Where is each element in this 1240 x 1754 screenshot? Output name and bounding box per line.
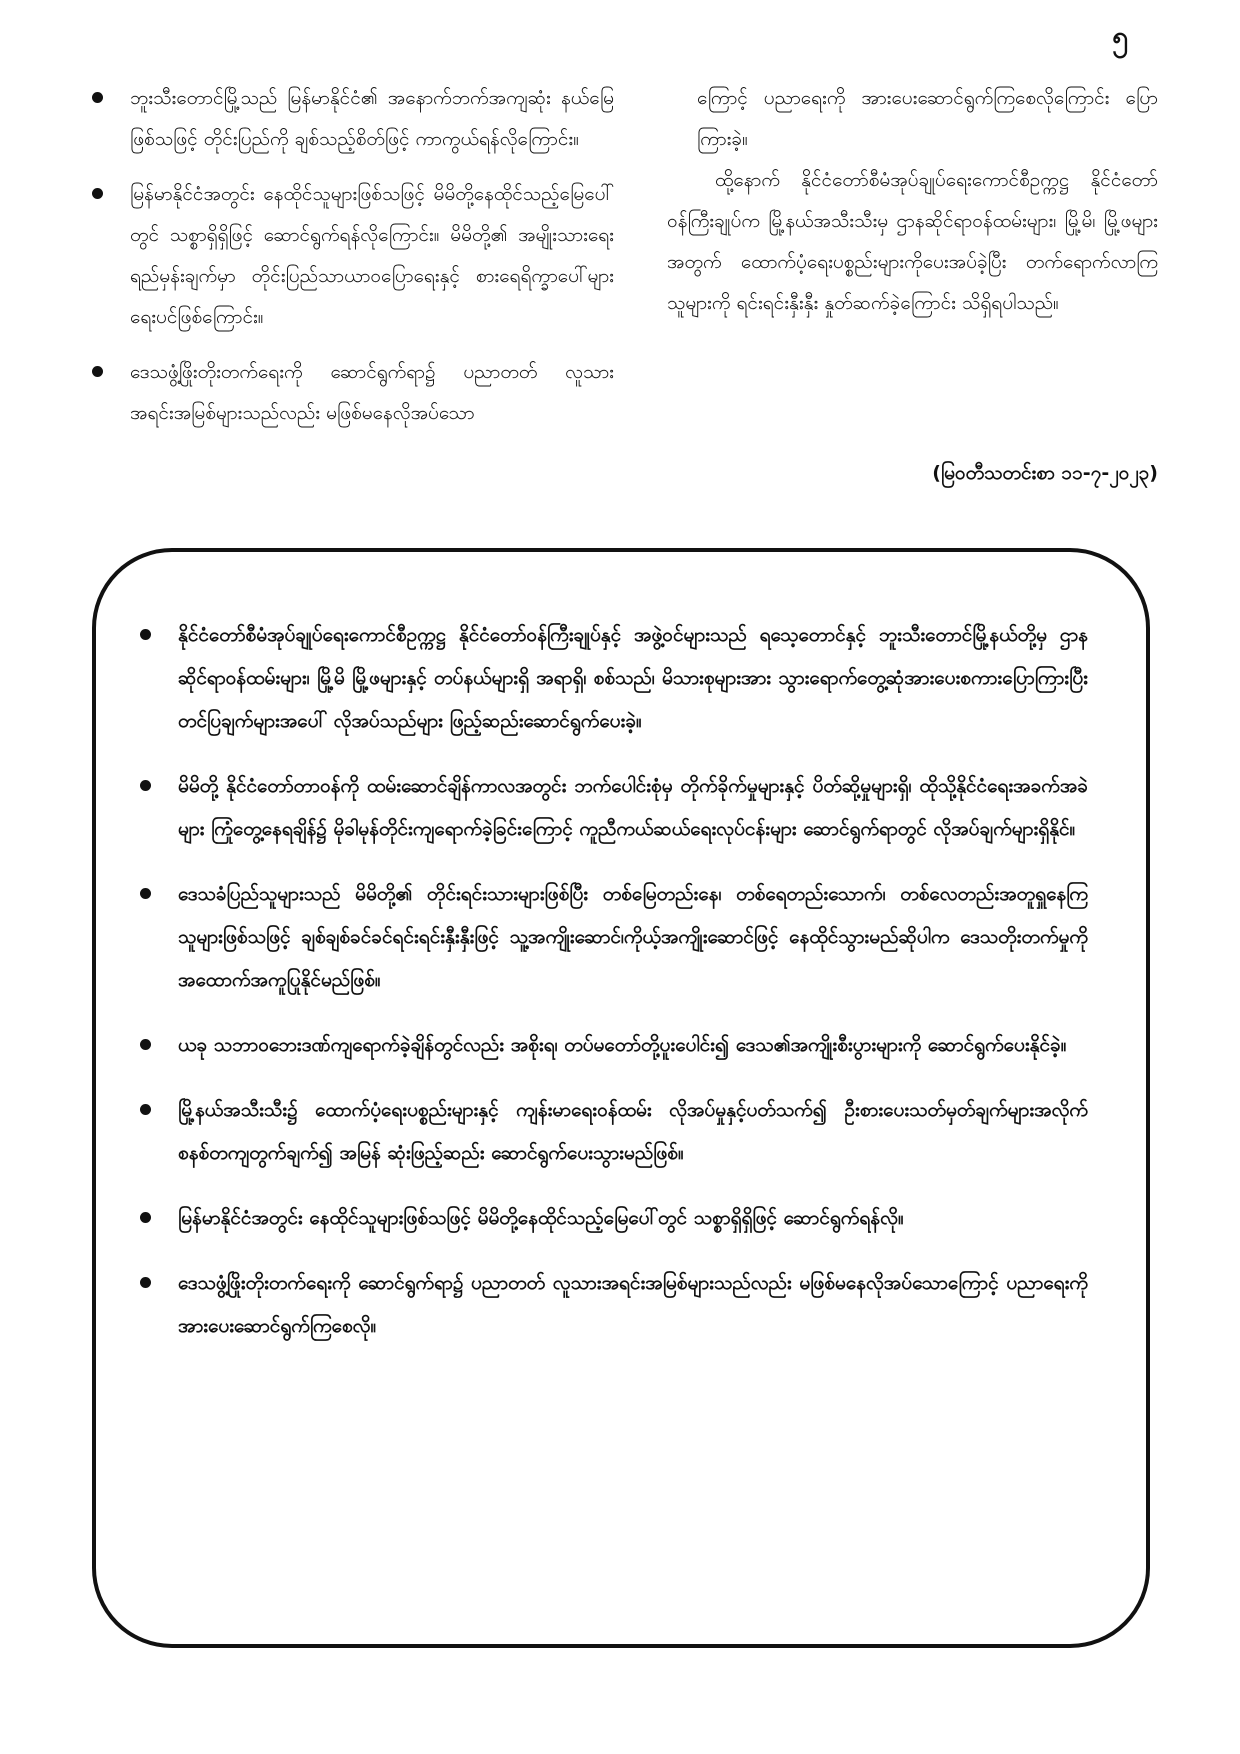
bullet-icon (140, 1039, 151, 1050)
list-item-text: မြို့နယ်အသီးသီး၌ ထောက်ပံ့ရေးပစ္စည်းများနှင့် ကျန်းမာရေးဝန်ထမ်း လိုအပ်မှုနှင့်ပတ်သက်၍ ဦးစားပေးသတ်မှတ်ချက်များအလိုက် စနစ်တကျတွက်ချက်၍ အမြန် ဆုံးဖြည့်ဆည်း ဆောင်ရွက်ပေးသွားမည်ဖြစ်။ (178, 1099, 1088, 1164)
list-item-text: မြန်မာနိုင်ငံအတွင်း နေထိုင်သူများဖြစ်သဖြင့် မိမိတို့နေထိုင်သည့်မြေပေါ်တွင် သစ္စာရှိရှိဖြင့် ဆောင်ရွက်ရန်လိုကြောင်း။ မိမိတို့၏ အမျိုးသားရေးရည်မှန်းချက်မှာ တိုင်းပြည်သာယာဝပြောရေးနှင့် စားရေရိက္ခာပေါ်များရေးပင်ဖြစ်ကြောင်း။ (130, 183, 614, 328)
bullet-icon (140, 1104, 151, 1115)
list-item-text: ဒေသဖွံ့ဖြိုးတိုးတက်ရေးကို ဆောင်ရွက်ရာ၌ ပညာတတ် လူသားအရင်းအမြစ်များသည်လည်း မဖြစ်မနေလိုအပ်သော (130, 361, 614, 424)
source-citation: (မြဝတီသတင်းစာ ၁၁-၇-၂၀၂၃) (932, 462, 1158, 484)
bullet-icon (140, 1212, 151, 1223)
page-number: ၅ (1112, 20, 1128, 53)
bullet-icon (140, 629, 151, 640)
body-paragraph: ထို့နောက် နိုင်ငံတော်စီမံအုပ်ချုပ်ရေးကောင်စီဥက္ကဋ္ဌ နိုင်ငံတော်ဝန်ကြီးချုပ်က မြို့နယ်အသီးသီးမှ ဌာနဆိုင်ရာဝန်ထမ်းများ၊ မြို့မိ၊ မြို့ဖများအတွက် ထောက်ပံ့ရေးပစ္စည်းများကိုပေးအပ်ခဲ့ပြီး တက်ရောက်လာကြသူများကို ရင်းရင်းနှီးနှီး နှုတ်ဆက်ခဲ့ကြောင်း သိရှိရပါသည်။ (667, 169, 1158, 314)
list-item-text: ယခု သဘာဝဘေးဒဏ်ကျရောက်ခဲ့ချိန်တွင်လည်း အစိုးရ၊ တပ်မတော်တို့ပူးပေါင်း၍ ဒေသ၏အကျိုးစီးပွားများကို ဆောင်ရွက်ပေးနိုင်ခဲ့။ (178, 1034, 1067, 1056)
list-item-text: ဘူးသီးတောင်မြို့သည် မြန်မာနိုင်ငံ၏ အနောက်ဘက်အကျဆုံး နယ်မြေဖြစ်သဖြင့် တိုင်းပြည်ကို ချစ်သည့်စိတ်ဖြင့် ကာကွယ်ရန်လိုကြောင်း။ (130, 87, 614, 150)
list-item (140, 873, 1088, 1002)
list-item (140, 614, 1088, 743)
list-item (140, 1197, 1088, 1240)
bullet-icon (92, 366, 103, 377)
summary-box (92, 548, 1150, 1648)
bullet-icon (92, 188, 103, 199)
bullet-continuation: ကြောင့် ပညာရေးကို အားပေးဆောင်ရွက်ကြစေလိုကြောင်း ပြောကြားခဲ့။ (697, 87, 1158, 150)
list-item (140, 765, 1088, 851)
list-item-text: မိမိတို့ နိုင်ငံတော်တာဝန်ကို ထမ်းဆောင်ချိန်ကာလအတွင်း ဘက်ပေါင်းစုံမှ တိုက်ခိုက်မှုများနှင့် ပိတ်ဆို့မှုများရှိ၊ ထိုသို့နိုင်ငံရေးအခက်အခဲများ ကြုံတွေ့နေရချိန်၌ မိုခါမုန်တိုင်းကျရောက်ခဲ့ခြင်းကြောင့် ကူညီကယ်ဆယ်ရေးလုပ်ငန်းများ ဆောင်ရွက်ရာတွင် လိုအပ်ချက်များရှိနိုင်။ (178, 775, 1088, 840)
list-item-text: ဒေသခံပြည်သူများသည် မိမိတို့၏ တိုင်းရင်းသားများဖြစ်ပြီး တစ်မြေတည်းနေ၊ တစ်ရေတည်းသောက်၊ တစ်လေတည်းအတူရှူနေကြသူများဖြစ်သဖြင့် ချစ်ချစ်ခင်ခင်ရင်းရင်းနှီးနှီးဖြင့် သူ့အကျိုးဆောင်၊ကိုယ့်အကျိုးဆောင်ဖြင့် နေထိုင်သွားမည်ဆိုပါက ဒေသတိုးတက်မှုကို အထောက်အကူပြုနိုင်မည်ဖြစ်။ (178, 883, 1088, 991)
left-bullet-list (92, 78, 614, 434)
list-item-text: မြန်မာနိုင်ငံအတွင်း နေထိုင်သူများဖြစ်သဖြင့် မိမိတို့နေထိုင်သည့်မြေပေါ်တွင် သစ္စာရှိရှိဖြင့် ဆောင်ရွက်ရန်လို။ (178, 1207, 904, 1229)
right-column (667, 78, 1158, 484)
summary-bullet-list (140, 614, 1088, 1370)
bullet-icon (140, 780, 151, 791)
list-item (92, 78, 614, 160)
list-item-text: ဒေသဖွံ့ဖြိုးတိုးတက်ရေးကို ဆောင်ရွက်ရာ၌ ပညာတတ် လူသားအရင်းအမြစ်များသည်လည်း မဖြစ်မနေလိုအပ်သောကြောင့် ပညာရေးကို အားပေးဆောင်ရွက်ကြစေလို။ (178, 1272, 1088, 1337)
list-item-text: နိုင်ငံတော်စီမံအုပ်ချုပ်ရေးကောင်စီဥက္ကဋ္ဌ နိုင်ငံတော်ဝန်ကြီးချုပ်နှင့် အဖွဲ့ဝင်များသည် ရသေ့တောင်နှင့် ဘူးသီးတောင်မြို့နယ်တို့မှ ဌာနဆိုင်ရာဝန်ထမ်းများ၊ မြို့မိ မြို့ဖများနှင့် တပ်နယ်များရှိ အရာရှိ၊ စစ်သည်၊ မိသားစုများအား သွားရောက်တွေ့ဆုံအားပေးစကားပြောကြားပြီး တင်ပြချက်များအပေါ် လိုအပ်သည်များ ဖြည့်ဆည်းဆောင်ရွက်ပေးခဲ့။ (178, 624, 1088, 732)
list-item (140, 1024, 1088, 1067)
article-columns (92, 78, 1158, 518)
list-item (140, 1089, 1088, 1175)
bullet-icon (92, 92, 103, 103)
list-item (140, 1262, 1088, 1348)
bullet-icon (140, 1277, 151, 1288)
left-column (92, 78, 614, 448)
list-item (92, 352, 614, 434)
bullet-icon (140, 888, 151, 899)
list-item (92, 174, 614, 338)
